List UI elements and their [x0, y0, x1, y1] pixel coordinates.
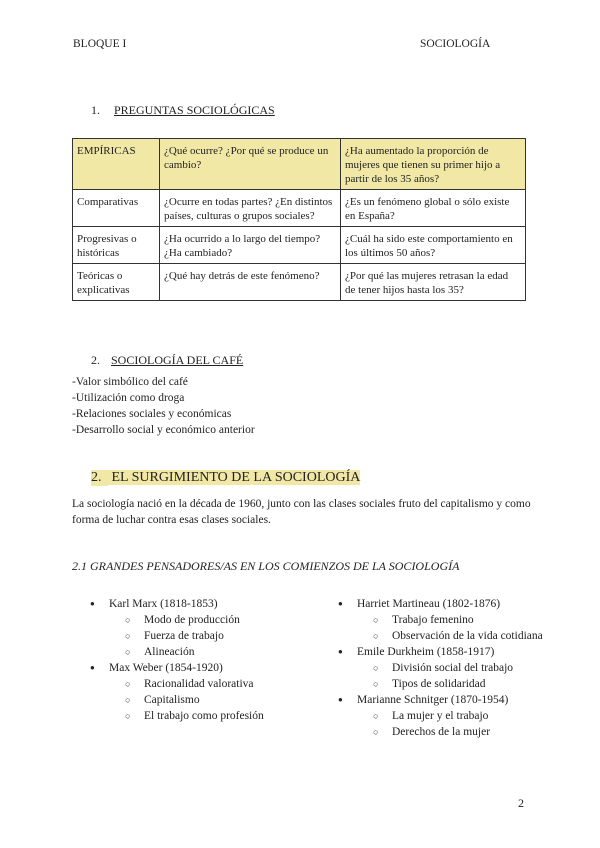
table-cell: ¿Es un fenómeno global o sólo existe en España?: [341, 190, 526, 227]
thinker-name: ● Harriet Martineau (1802-1876): [338, 596, 548, 612]
table-row: [73, 190, 526, 227]
thinker-point: ○ Capitalismo: [90, 692, 330, 708]
questions-table: [72, 138, 526, 301]
thinker-point: ○ Trabajo femenino: [338, 612, 548, 628]
thinker-point: ○ Modo de producción: [90, 612, 330, 628]
table-row: [73, 227, 526, 264]
table-cell: Teóricas o explicativas: [73, 264, 160, 301]
list-item: -Utilización como droga: [72, 392, 185, 404]
thinker-point: ○ División social del trabajo: [338, 660, 548, 676]
cafe-list: [72, 374, 255, 438]
table-cell: Progresivas o históricas: [73, 227, 160, 264]
section-3-heading: [91, 470, 360, 486]
table-row: [73, 139, 526, 190]
thinker-point: ○ Observación de la vida cotidiana: [338, 628, 548, 644]
thinker-name: ● Emile Durkheim (1858-1917): [338, 644, 548, 660]
header-left: BLOQUE I: [73, 38, 127, 50]
table-cell: Comparativas: [73, 190, 160, 227]
thinker-name: ● Marianne Schnitger (1870-1954): [338, 692, 548, 708]
thinker-point: ○ El trabajo como profesión: [90, 708, 330, 724]
page-number: 2: [518, 796, 524, 810]
thinker-point: ○ La mujer y el trabajo: [338, 708, 548, 724]
list-item: -Valor simbólico del café: [72, 376, 188, 388]
thinker-point: ○ Derechos de la mujer: [338, 724, 548, 740]
table-row: [73, 264, 526, 301]
section-title: PREGUNTAS SOCIOLÓGICAS: [114, 103, 275, 117]
table-cell: EMPÍRICAS: [73, 139, 160, 190]
thinkers-right-column: [338, 596, 548, 740]
section-title: SOCIOLOGÍA DEL CAFÉ: [111, 353, 244, 367]
list-item: -Relaciones sociales y económicas: [72, 408, 232, 420]
section-2-heading: [91, 353, 243, 368]
thinker-name: ● Karl Marx (1818-1853): [90, 596, 330, 612]
thinker-name: ● Max Weber (1854-1920): [90, 660, 330, 676]
thinker-point: ○ Racionalidad valorativa: [90, 676, 330, 692]
list-item: -Desarrollo social y económico anterior: [72, 424, 255, 436]
table-cell: ¿Cuál ha sido este comportamiento en los últimos 50 años?: [341, 227, 526, 264]
table-cell: ¿Ha aumentado la proporción de mujeres que tienen su primer hijo a partir de los 35 años?: [341, 139, 526, 190]
thinker-point: ○ Alineación: [90, 644, 330, 660]
section-title: EL SURGIMIENTO DE LA SOCIOLOGÍA: [111, 470, 361, 485]
header-right: SOCIOLOGÍA: [420, 38, 491, 50]
highlighted-heading: [91, 470, 360, 485]
section-paragraph: La sociología nació en la década de 1960, junto con las clases sociales fruto del capitalismo y como forma de luchar contra esas clases sociales.: [72, 498, 531, 526]
thinker-point: ○ Fuerza de trabajo: [90, 628, 330, 644]
section-number: 1.: [91, 103, 100, 117]
section-number: 2.: [91, 353, 100, 367]
table-cell: ¿Por qué las mujeres retrasan la edad de tener hijos hasta los 35?: [341, 264, 526, 301]
table-cell: ¿Ha ocurrido a lo largo del tiempo?¿Ha cambiado?: [160, 227, 341, 264]
subsection-title: 2.1 GRANDES PENSADORES/AS EN LOS COMIENZOS DE LA SOCIOLOGÍA: [72, 559, 460, 573]
section-number: 2.: [91, 470, 108, 486]
table-cell: ¿Ocurre en todas partes? ¿En distintos países, culturas o grupos sociales?: [160, 190, 341, 227]
thinker-point: ○ Tipos de solidaridad: [338, 676, 548, 692]
section-1-heading: [91, 103, 275, 118]
table-cell: ¿Qué hay detrás de este fenómeno?: [160, 264, 341, 301]
thinkers-left-column: [90, 596, 330, 724]
table-cell: ¿Qué ocurre? ¿Por qué se produce un cambio?: [160, 139, 341, 190]
